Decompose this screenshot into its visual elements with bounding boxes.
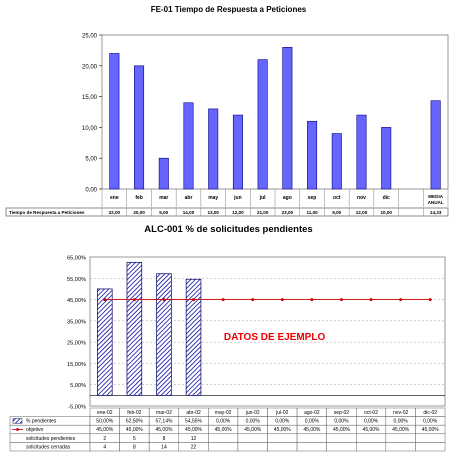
x-tick-label: ago-02: [304, 410, 320, 416]
bar: [157, 274, 172, 396]
data-table-cell: 12: [190, 435, 197, 442]
objective-marker: [222, 298, 225, 301]
data-table-cell: 0,00%: [363, 418, 379, 425]
data-table-cell: 45,00%: [214, 427, 232, 434]
x-tick-label: mar: [159, 195, 169, 201]
chart1-title: FE-01 Tiempo de Respuesta a Peticiones: [150, 5, 307, 14]
x-tick-label: sep: [307, 195, 317, 201]
data-table-cell-box: [415, 442, 445, 451]
y-tick-label: 5,00%: [70, 383, 86, 390]
x-tick-label: feb-02: [127, 410, 142, 416]
data-table-cell: 0,00%: [304, 418, 319, 425]
x-tick-label: jun-02: [245, 410, 260, 416]
objective-marker: [251, 298, 254, 301]
x-tick-label: feb: [135, 195, 143, 201]
x-tick-label: ANUAL: [427, 200, 444, 205]
data-table-cell: 14,00: [182, 209, 195, 215]
data-table-cell: 9,00: [332, 209, 342, 215]
objective-marker: [162, 298, 165, 301]
legend-key-pendientes: [13, 419, 22, 424]
data-table-cell-box: [327, 442, 357, 451]
data-table-cell: 0,00%: [393, 418, 408, 425]
objective-marker: [133, 298, 136, 301]
data-table-cell: 20,00: [133, 209, 145, 215]
data-table-cell-box: [268, 434, 298, 443]
x-tick-label: ago: [282, 195, 292, 201]
data-table-cell: 62,50%: [125, 418, 143, 425]
y-tick-label: 25,00%: [67, 340, 86, 347]
data-table-cell: 45,00%: [96, 427, 114, 434]
data-table-cell: 22,00: [108, 209, 121, 215]
data-table-row-label: Tiempo de Respuesta a Peticiones: [9, 209, 85, 215]
bar: [382, 127, 391, 189]
data-table-cell: 0,00%: [245, 418, 260, 425]
y-tick-label: 15,00: [81, 95, 97, 102]
chart1-response-time: [0, 18, 457, 223]
x-tick-label: may-02: [214, 410, 232, 416]
legend-key-objetivo-marker: [16, 428, 19, 431]
y-tick-label: 55,00%: [67, 276, 86, 283]
objective-marker: [103, 298, 106, 301]
data-table-cell: 0,00%: [423, 418, 438, 425]
bar: [110, 53, 119, 189]
x-tick-label: nov-02: [392, 410, 409, 416]
bar: [258, 60, 267, 189]
data-table-row-label: objetivo: [26, 427, 44, 434]
data-table-cell: 21,00: [256, 209, 269, 215]
data-table-cell: 13,00: [207, 209, 219, 215]
objective-marker: [281, 298, 284, 301]
data-table-row-label: solicitudes cerradas: [26, 444, 71, 451]
data-table-cell: 11,00: [306, 209, 318, 215]
y-tick-label: 45,00%: [67, 298, 86, 305]
objective-marker: [429, 298, 432, 301]
bar: [307, 121, 316, 189]
data-table-cell: 45,00%: [244, 427, 262, 434]
chart2-pending-requests: [0, 248, 457, 475]
data-table-cell: 45,00%: [185, 427, 203, 434]
data-table-cell-box: [356, 442, 386, 451]
x-tick-label: dic-02: [423, 410, 438, 416]
data-table-cell: 5,00: [159, 209, 169, 215]
data-table-cell: 23,00: [281, 209, 294, 215]
data-table-cell: 0,00%: [216, 418, 231, 425]
data-table-cell-box: [386, 434, 416, 443]
data-table-cell-box: [327, 434, 357, 443]
x-tick-label: oct: [333, 195, 341, 201]
bar: [431, 101, 440, 189]
data-table-cell: 2: [103, 435, 107, 442]
x-tick-label: MEDIA: [428, 194, 444, 199]
data-table-cell-box: [238, 434, 268, 443]
x-tick-label: jul-02: [276, 410, 289, 416]
x-tick-label: dic: [382, 195, 390, 201]
data-table-cell: 8: [132, 444, 136, 451]
data-table-cell-box: [268, 442, 298, 451]
bar: [357, 115, 366, 189]
data-table-cell: 45,00%: [303, 427, 321, 434]
data-table-cell: 57,14%: [155, 418, 173, 425]
data-table-cell: 8: [162, 435, 166, 442]
data-table-cell: 14: [161, 444, 167, 451]
y-tick-label: 20,00: [81, 64, 97, 71]
bar: [184, 103, 193, 189]
data-table-cell: 50,00%: [96, 418, 114, 425]
data-table-cell: 54,55%: [185, 418, 203, 425]
x-tick-label: ene-02: [97, 410, 113, 416]
data-table-cell: 45,00%: [362, 427, 380, 434]
data-table-cell: 45,00%: [273, 427, 291, 434]
data-table-cell-box: [297, 442, 327, 451]
data-table-row-label: % pendientes: [26, 418, 57, 425]
x-tick-label: may: [208, 195, 219, 201]
data-table-cell: 22: [190, 444, 197, 451]
data-table-cell: 45,00%: [332, 427, 350, 434]
bar: [233, 115, 242, 189]
x-tick-label: nov: [357, 195, 366, 201]
objective-marker: [370, 298, 373, 301]
x-tick-label: abr-02: [186, 410, 201, 416]
y-tick-label: 65,00%: [67, 255, 86, 262]
x-tick-label: abr: [184, 195, 193, 201]
data-table-cell-box: [386, 442, 416, 451]
data-table-cell-box: [415, 434, 445, 443]
data-table-cell-box: [356, 434, 386, 443]
x-tick-label: jun: [234, 195, 242, 201]
objective-marker: [310, 298, 313, 301]
data-table-cell: 45,00%: [125, 427, 143, 434]
data-table-cell: 10,00: [380, 209, 392, 215]
y-tick-label: -5,00%: [68, 404, 86, 411]
data-table-cell: 14,33: [429, 209, 442, 215]
data-table-cell-box: [238, 442, 268, 451]
data-table-cell: 0,00%: [275, 418, 290, 425]
x-tick-label: ene: [110, 195, 119, 201]
bar: [97, 289, 112, 395]
chart2-title: ALC-001 % de solicitudes pendientes: [144, 224, 313, 235]
watermark-text: DATOS DE EJEMPLO: [223, 332, 326, 344]
data-table-cell: 45,00%: [421, 427, 439, 434]
objective-marker: [192, 298, 195, 301]
plot-area: [102, 35, 448, 189]
y-tick-label: 25,00: [81, 33, 97, 40]
data-table-cell: 5: [132, 435, 136, 442]
bar: [332, 134, 341, 189]
bar: [209, 109, 218, 189]
data-table-cell-box: [208, 442, 238, 451]
data-table-cell-box: [297, 434, 327, 443]
data-table-row-label: solicitudes pendientes: [26, 435, 76, 442]
objective-marker: [399, 298, 402, 301]
data-table-cell: 12,00: [355, 209, 368, 215]
x-tick-label: mar-02: [156, 410, 172, 416]
data-table-cell: 45,00%: [155, 427, 173, 434]
objective-marker: [340, 298, 343, 301]
data-table-cell: 45,00%: [392, 427, 410, 434]
data-table-cell: 0,00%: [334, 418, 349, 425]
data-table-cell: 12,00: [232, 209, 244, 215]
bar: [127, 262, 142, 395]
data-table-cell-box: [208, 434, 238, 443]
y-tick-label: 35,00%: [67, 319, 86, 326]
bar: [159, 158, 168, 189]
y-tick-label: 5,00: [85, 156, 97, 163]
x-tick-label: oct-02: [364, 410, 378, 416]
data-table-cell: 4: [103, 444, 107, 451]
y-tick-label: 0,00: [85, 187, 97, 194]
bar: [283, 47, 292, 189]
bar: [134, 66, 143, 189]
y-tick-label: 15,00%: [67, 361, 86, 368]
y-tick-label: 10,00: [81, 125, 97, 132]
x-tick-label: jul: [259, 195, 266, 201]
x-tick-label: sep-02: [333, 410, 350, 416]
bar: [186, 279, 201, 395]
